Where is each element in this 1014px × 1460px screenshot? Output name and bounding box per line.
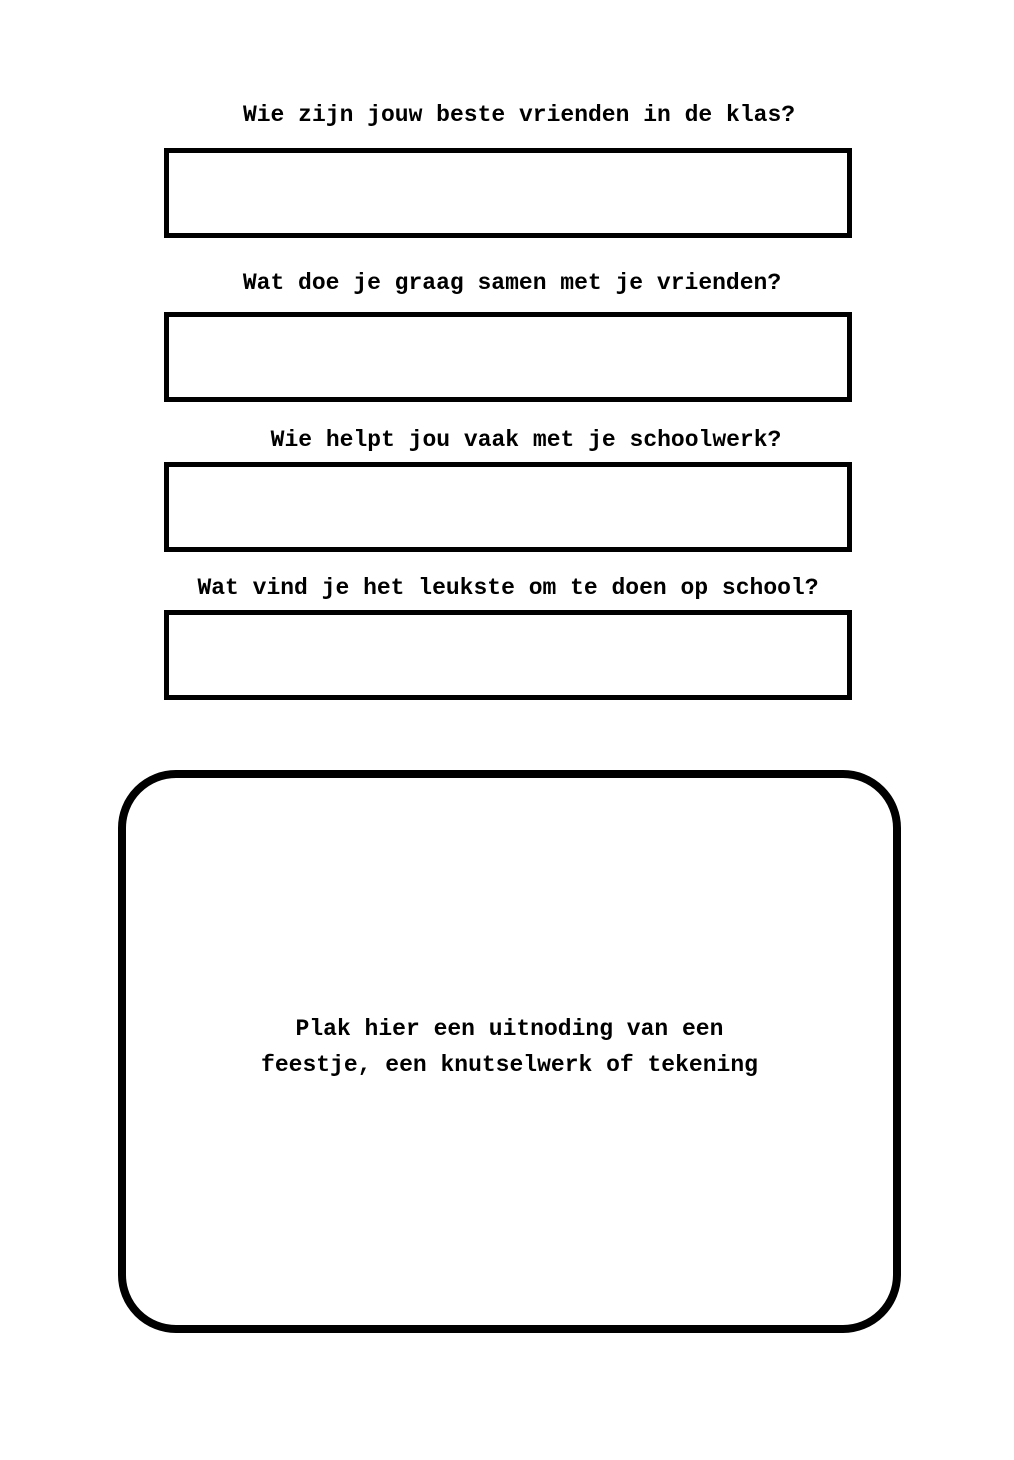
paste-area-box (118, 770, 901, 1333)
question-2-label: Wat doe je graag samen met je vrienden? (242, 270, 782, 296)
paste-area-instruction: Plak hier een uitnoding van een feestje, een knutselwerk of tekening (261, 1015, 758, 1078)
question-1-label: Wie zijn jouw beste vrienden in de klas? (242, 102, 796, 128)
question-4-label: Wat vind je het leukste om te doen op school? (197, 575, 819, 601)
question-4-answer-box[interactable] (164, 610, 852, 700)
question-3-label: Wie helpt jou vaak met je schoolwerk? (270, 427, 782, 453)
question-2-answer-box[interactable] (164, 312, 852, 402)
question-1-answer-box[interactable] (164, 148, 852, 238)
question-3-answer-box[interactable] (164, 462, 852, 552)
